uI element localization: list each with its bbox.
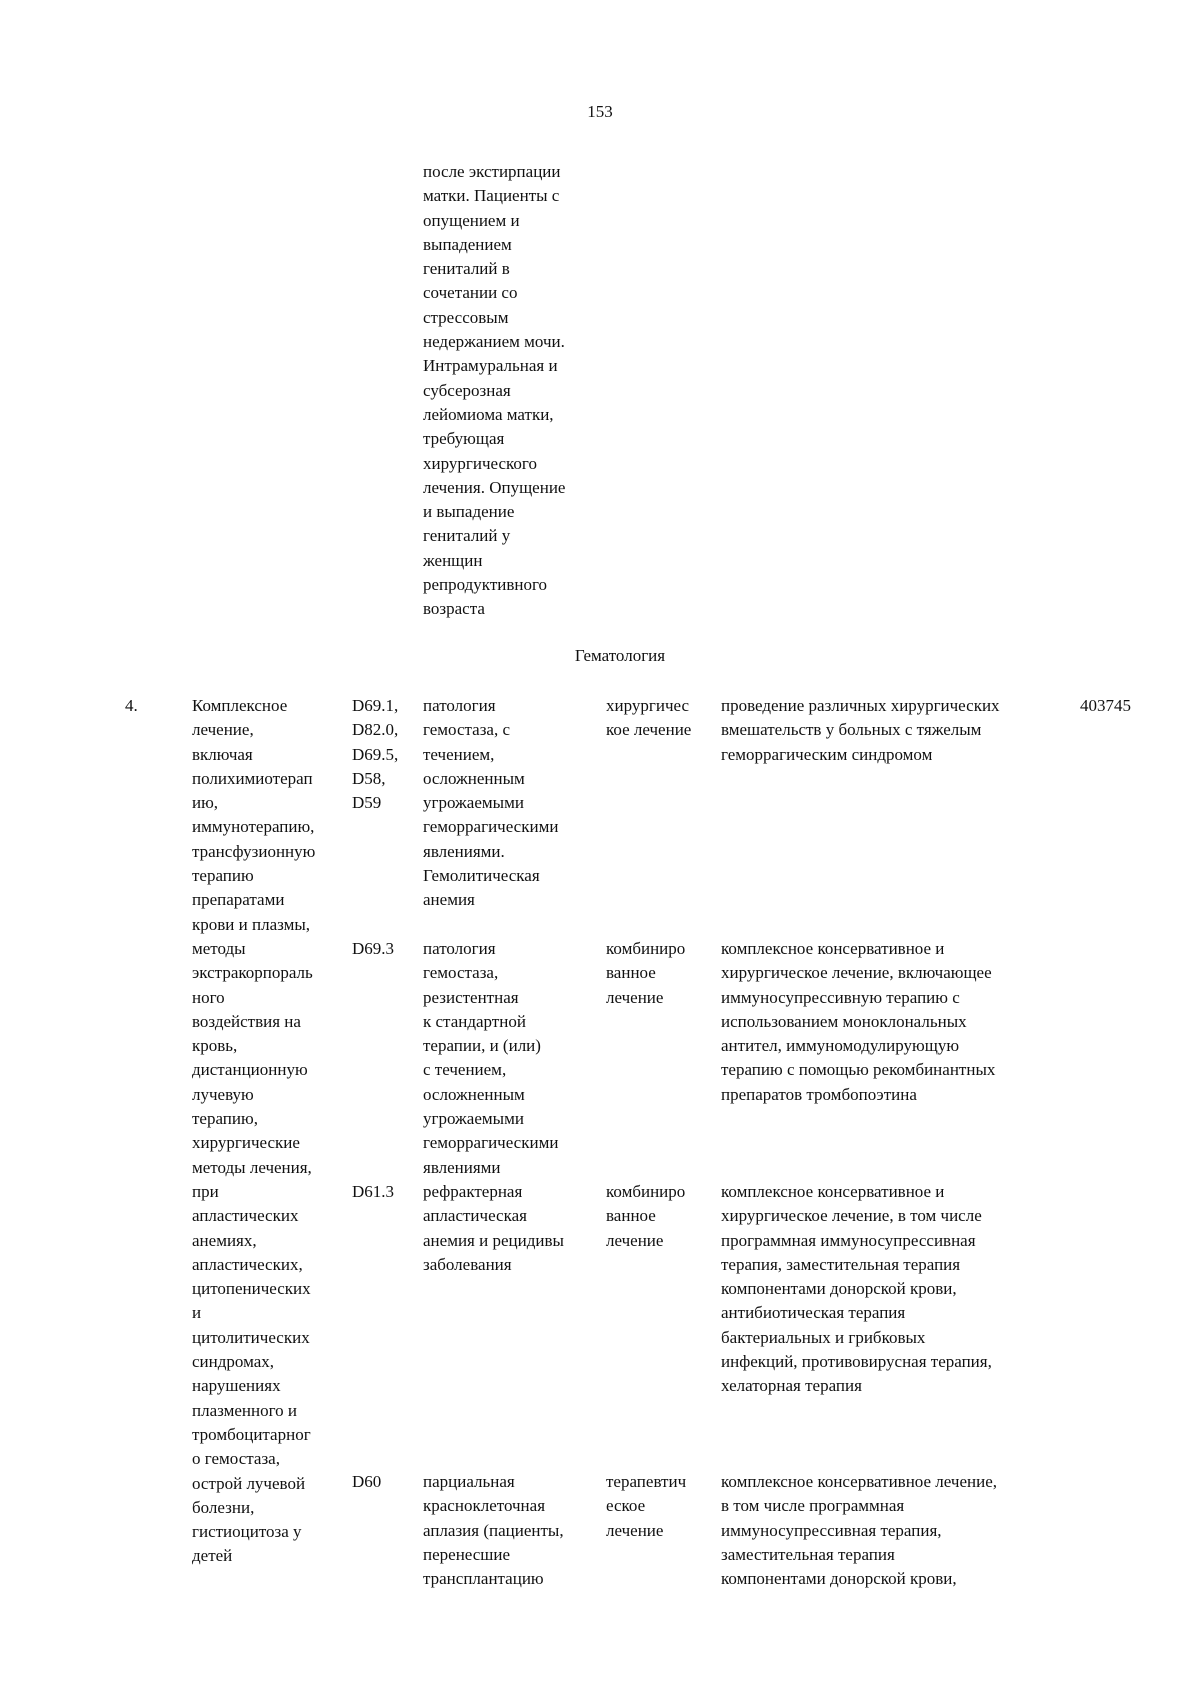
icd-codes: D60 bbox=[352, 1472, 382, 1491]
row-number: 4. bbox=[125, 696, 138, 715]
icd-codes: D69.3 bbox=[352, 939, 395, 958]
patient-model: патология гемостаза, с течением, осложненным угрожаемыми геморрагическими явлениями. Гемолитическая анемия bbox=[423, 696, 559, 910]
icd-codes: D69.1, D82.0, D69.5, D58, D59 bbox=[352, 696, 399, 813]
treatment-type: хирургичес кое лечение bbox=[606, 696, 692, 740]
continuation-model-text: после экстирпации матки. Пациенты с опущением и выпадением гениталий в сочетании со стрессовым недержанием мочи. Интрамуральная и субсерозная лейомиома матки, требующая хирургического лечения. Опущение и выпадение гениталий у женщин репродуктивного возраста bbox=[423, 162, 566, 619]
treatment-method: комплексное консервативное лечение, в том числе программная иммуносупрессивная терапия, заместительная терапия компонентами донорской крови, bbox=[721, 1472, 997, 1589]
treatment-type: терапевтич еское лечение bbox=[606, 1472, 687, 1540]
patient-model: патология гемостаза, резистентная к стандартной терапии, и (или) с течением, осложненным угрожаемыми геморрагическими явлениями bbox=[423, 939, 559, 1177]
cost-value: 403745 bbox=[1080, 696, 1131, 715]
section-title: Гематология bbox=[574, 646, 666, 665]
treatment-method: проведение различных хирургических вмешательств у больных с тяжелым геморрагическим синдромом bbox=[721, 696, 1000, 764]
care-name: Комплексное лечение, включая полихимиотерап ию, иммунотерапию, трансфузионную терапию препаратами крови и плазмы, методы экстракорпораль ного воздействия на кровь, дистанционную лучевую терапию, хирургические методы лечения, при апластических анемиях, апластических, цитопенических и цитолитических синдромах, нарушениях плазменного и тромбоцитарног о гемостаза, острой лучевой болезни, гистиоцитоза у детей bbox=[192, 696, 316, 1566]
treatment-type: комбиниро ванное лечение bbox=[606, 939, 686, 1007]
treatment-method: комплексное консервативное и хирургическое лечение, включающее иммуносупрессивную терапию с использованием моноклональных антител, иммуномодулирующую терапию с помощью рекомбинантных препаратов тромбопоэтина bbox=[721, 939, 996, 1104]
treatment-type: комбиниро ванное лечение bbox=[606, 1182, 686, 1250]
page-number: 153 bbox=[587, 102, 613, 121]
patient-model: парциальная красноклеточная аплазия (пациенты, перенесшие трансплантацию bbox=[423, 1472, 564, 1589]
icd-codes: D61.3 bbox=[352, 1182, 395, 1201]
patient-model: рефрактерная апластическая анемия и рецидивы заболевания bbox=[423, 1182, 564, 1274]
treatment-method: комплексное консервативное и хирургическое лечение, в том числе программная иммуносупрессивная терапия, заместительная терапия компонентами донорской крови, антибиотическая терапия бактериальных и грибковых инфекций, противовирусная терапия, хелаторная терапия bbox=[721, 1182, 992, 1396]
